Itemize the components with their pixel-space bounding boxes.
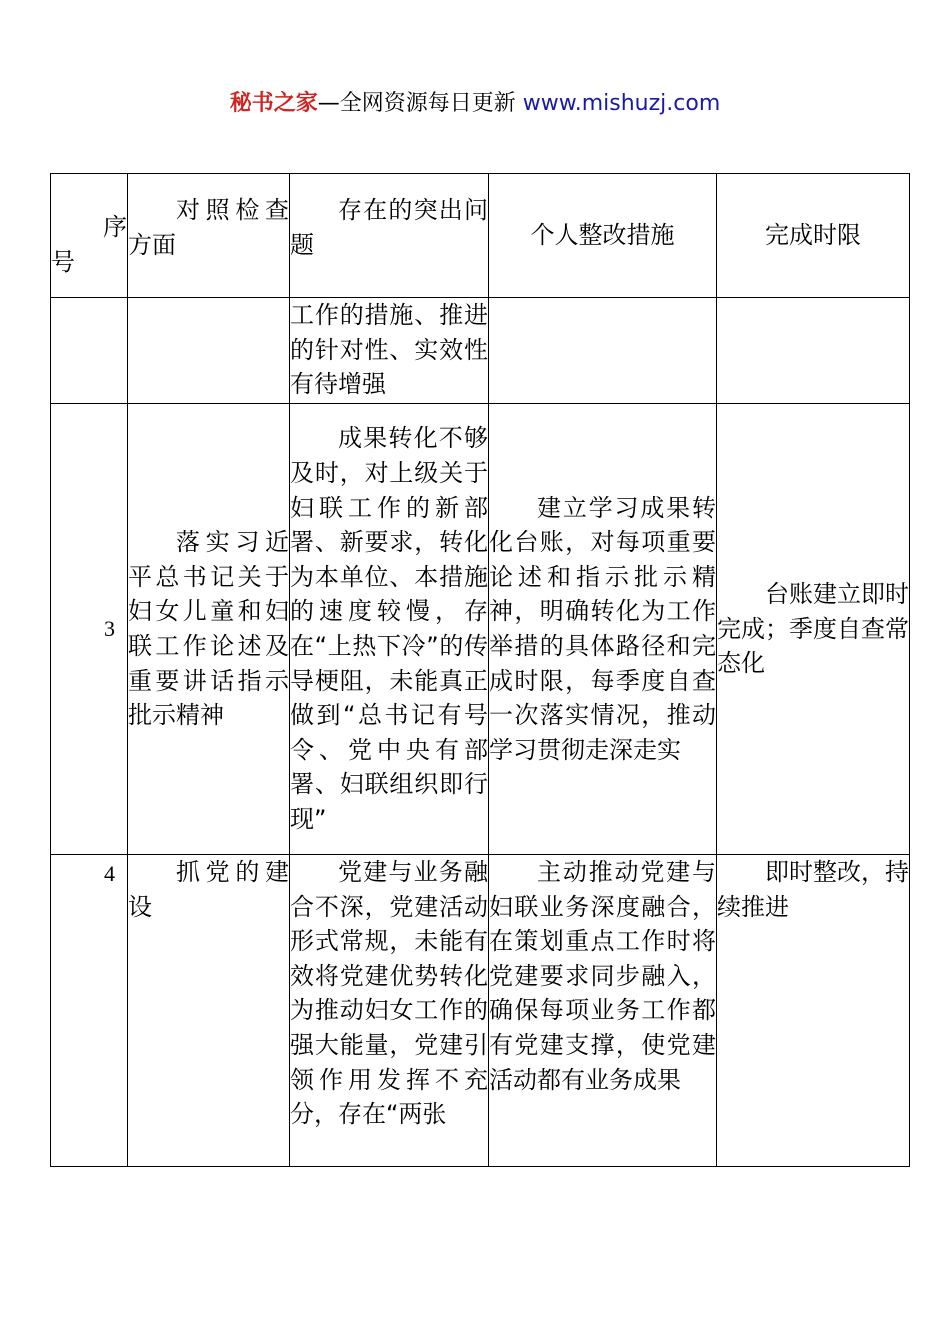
- row-problem: 工作的措施、推进的针对性、实效性有待增强: [290, 298, 489, 404]
- site-url-link[interactable]: www.mishuzj.com: [522, 91, 721, 116]
- row-measure: [489, 298, 717, 404]
- header-slogan: —全网资源每日更新: [317, 91, 516, 116]
- row-deadline: 即时整改，持续推进: [717, 855, 910, 1167]
- row-seq: [51, 298, 128, 404]
- table-row: [51, 404, 910, 855]
- row-aspect: 落实习近平总书记关于妇女儿童和妇联工作论述及重要讲话指示批示精神: [128, 404, 290, 855]
- header-measure: 个人整改措施: [489, 174, 717, 298]
- row-aspect: [128, 298, 290, 404]
- header-seq: [51, 174, 128, 298]
- header-deadline: 完成时限: [717, 174, 910, 298]
- header-aspect: 对照检查方面: [128, 174, 290, 298]
- header-seq-part2: 号: [51, 248, 75, 276]
- row-deadline: [717, 298, 910, 404]
- table-row: [51, 855, 910, 1167]
- row-seq: 3: [51, 404, 128, 855]
- header-seq-part1: 序: [103, 213, 127, 241]
- row-measure: 主动推动党建与妇联业务深度融合，在策划重点工作时将党建要求同步融入，确保每项业务工作都有党建支撑，使党建活动都有业务成果: [489, 855, 717, 1167]
- table-header-row: [51, 174, 910, 298]
- table-row: [51, 298, 910, 404]
- row-measure: 建立学习成果转化台账，对每项重要论述和指示批示精神，明确转化为工作举措的具体路径和完成时限，每季度自查一次落实情况，推动学习贯彻走深走实: [489, 404, 717, 855]
- header-problem: 存在的突出问题: [290, 174, 489, 298]
- brand-name: 秘书之家: [229, 91, 318, 116]
- row-problem: 成果转化不够及时，对上级关于妇联工作的新部署、新要求，转化为本单位、本措施的速度较慢，存在“上热下冷”的传导梗阻，未能真正做到“总书记有号令、党中央有部署、妇联组织即行现”: [290, 404, 489, 855]
- row-aspect: 抓党的建设: [128, 855, 290, 1167]
- row-seq: 4: [51, 855, 128, 1167]
- row-deadline: 台账建立即时完成；季度自查常态化: [717, 404, 910, 855]
- page-header: [0, 88, 950, 120]
- row-problem: 党建与业务融合不深，党建活动形式常规，未能有效将党建优势转化为推动妇女工作的强大能量，党建引领作用发挥不充分，存在“两张: [290, 855, 489, 1167]
- rectification-table: [50, 173, 910, 1167]
